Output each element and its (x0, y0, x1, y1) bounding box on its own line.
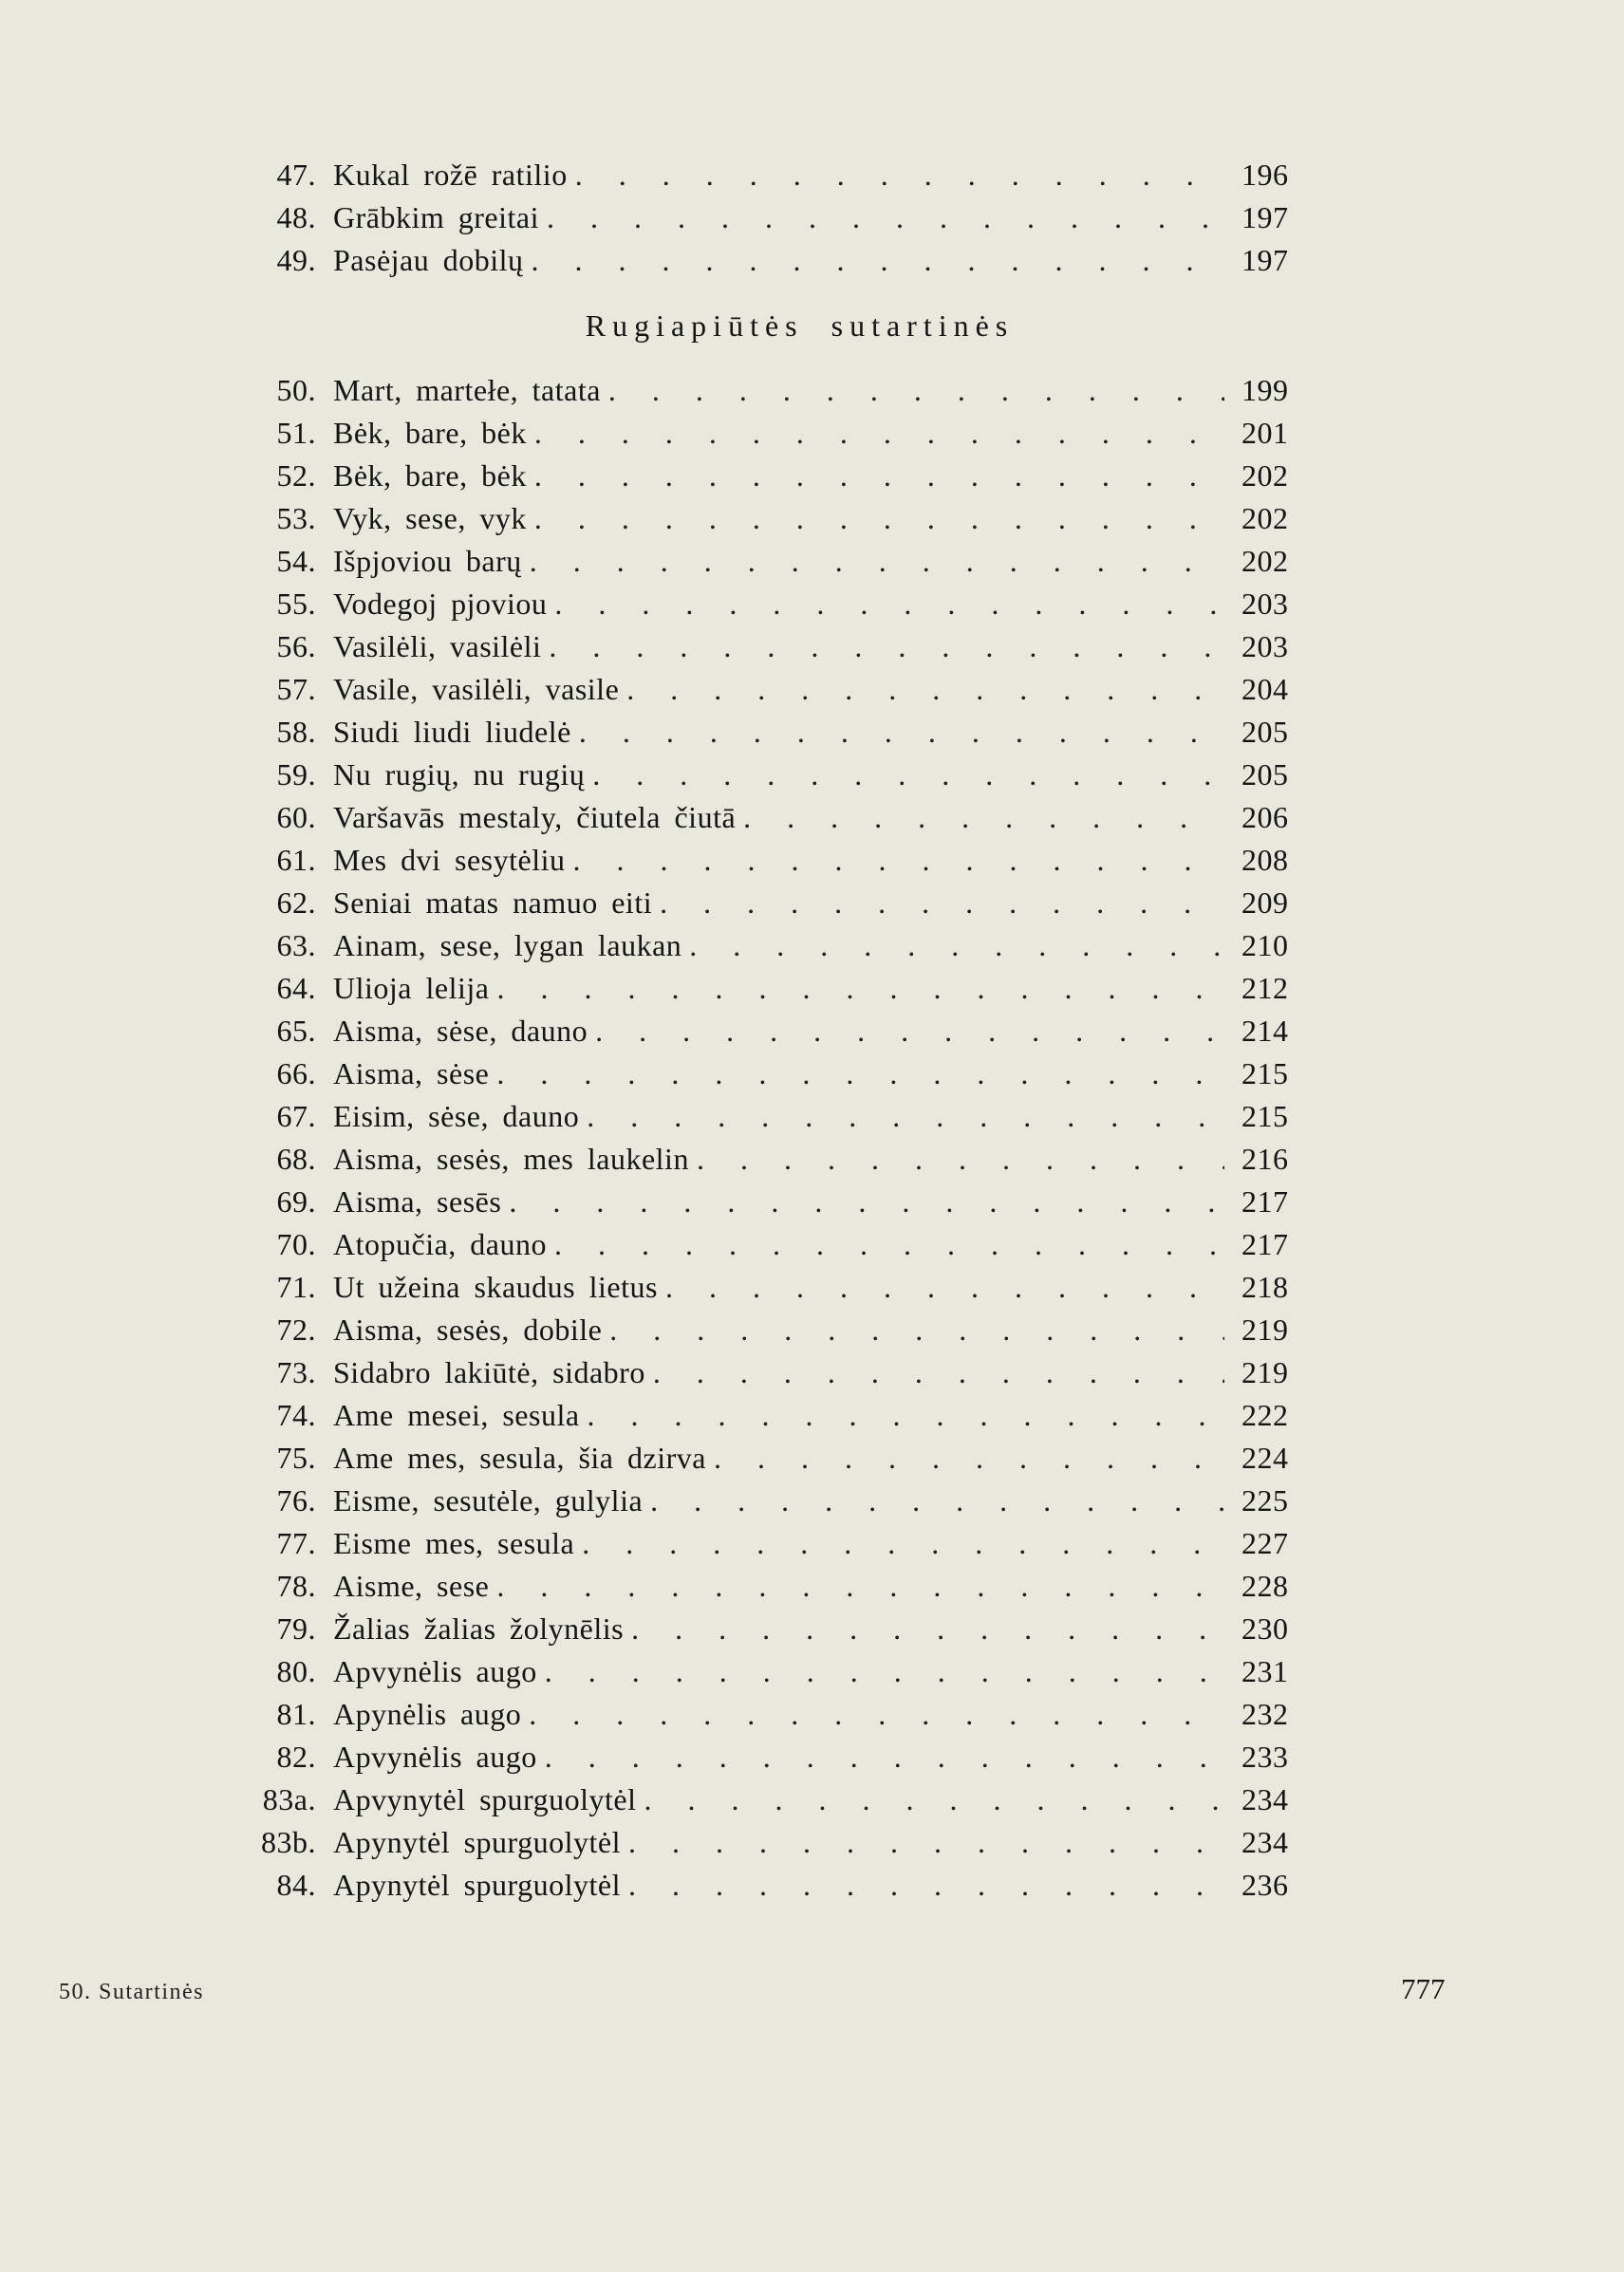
entry-title: Aisma, sesės, dobile (333, 1313, 603, 1347)
entry-page: 232 (1241, 1697, 1289, 1731)
entry-number: 68. (276, 1142, 316, 1176)
entry-page: 230 (1241, 1611, 1289, 1646)
entry-title: Eisme mes, sesula (333, 1526, 575, 1560)
entry-number: 67. (276, 1099, 316, 1133)
entry-number: 63. (276, 928, 316, 962)
page-number: 777 (1401, 1972, 1446, 2005)
toc-entry (242, 154, 1300, 196)
dot-leader (547, 196, 1224, 239)
entry-page: 201 (1241, 416, 1289, 450)
toc-entry (242, 1480, 1300, 1522)
dot-leader (588, 1394, 1224, 1437)
entry-title: Vasile, vasilėli, vasile (333, 672, 620, 706)
dot-leader (592, 754, 1224, 796)
toc-entry (242, 1736, 1300, 1778)
entry-page: 215 (1241, 1099, 1289, 1133)
entry-number: 59. (276, 757, 316, 791)
entry-page: 218 (1241, 1270, 1289, 1304)
entry-number: 53. (276, 501, 316, 535)
entry-title: Apvynėlis augo (333, 1740, 537, 1774)
entry-page: 231 (1241, 1654, 1289, 1688)
entry-number: 60. (276, 800, 316, 834)
toc-entry (242, 1693, 1300, 1736)
entry-title: Aisma, sesės, mes laukelin (333, 1142, 689, 1176)
entry-title: Ame mesei, sesula (333, 1398, 580, 1432)
entry-page: 202 (1241, 458, 1289, 493)
dot-leader (587, 1095, 1224, 1138)
dot-leader (595, 1010, 1224, 1052)
toc-entry (242, 1437, 1300, 1480)
entry-number: 48. (276, 200, 316, 234)
toc-entry (242, 1052, 1300, 1095)
toc-entry (242, 882, 1300, 924)
entry-number: 62. (276, 885, 316, 920)
entry-title: Ame mes, sesula, šia dzirva (333, 1441, 706, 1475)
entry-number: 76. (276, 1483, 316, 1518)
toc-list-main (242, 369, 1300, 1907)
entry-title: Apynytėl spurguolytėl (333, 1868, 621, 1902)
dot-leader (626, 668, 1224, 711)
dot-leader (609, 1309, 1224, 1351)
entry-page: 205 (1241, 757, 1289, 791)
entry-page: 233 (1241, 1740, 1289, 1774)
toc-entry (242, 1821, 1300, 1864)
dot-leader (534, 497, 1224, 540)
toc-entry (242, 796, 1300, 839)
entry-title: Pasėjau dobilų (333, 243, 524, 277)
toc-entry (242, 1138, 1300, 1181)
entry-number: 75. (276, 1441, 316, 1475)
dot-leader (697, 1138, 1224, 1181)
toc-entry (242, 1864, 1300, 1907)
toc-entry (242, 924, 1300, 967)
dot-leader (582, 1522, 1224, 1565)
entry-title: Vyk, sese, vyk (333, 501, 527, 535)
entry-number: 78. (276, 1569, 316, 1603)
entry-number: 49. (276, 243, 316, 277)
entry-title: Eisim, sėse, dauno (333, 1099, 580, 1133)
entry-number: 74. (276, 1398, 316, 1432)
dot-leader (496, 967, 1224, 1010)
entry-page: 206 (1241, 800, 1289, 834)
dot-leader (665, 1266, 1224, 1309)
toc-entry (242, 239, 1300, 282)
entry-number: 64. (276, 971, 316, 1005)
toc-entry (242, 1650, 1300, 1693)
entry-title: Sidabro lakiūtė, sidabro (333, 1355, 645, 1389)
entry-page: 219 (1241, 1313, 1289, 1347)
entry-title: Apynėlis augo (333, 1697, 522, 1731)
entry-page: 203 (1241, 587, 1289, 621)
toc-entry (242, 540, 1300, 583)
dot-leader (644, 1778, 1225, 1821)
entry-number: 56. (276, 629, 316, 663)
entry-title: Grābkim greitai (333, 200, 539, 234)
dot-leader (608, 369, 1224, 412)
dot-leader (496, 1052, 1224, 1095)
entry-number: 61. (276, 843, 316, 877)
entry-title: Siudi liudi liudelė (333, 715, 571, 749)
entry-page: 199 (1241, 373, 1289, 407)
entry-page: 202 (1241, 544, 1289, 578)
entry-page: 217 (1241, 1227, 1289, 1261)
toc-entry (242, 1608, 1300, 1650)
entry-number: 55. (276, 587, 316, 621)
entry-title: Išpjoviou barų (333, 544, 522, 578)
entry-title: Apvynytėl spurguolytėl (333, 1782, 637, 1816)
toc-entry (242, 1394, 1300, 1437)
entry-title: Ut užeina skaudus lietus (333, 1270, 658, 1304)
dot-leader (628, 1864, 1224, 1907)
toc-entry (242, 583, 1300, 625)
entry-page: 197 (1241, 243, 1289, 277)
toc-entry (242, 455, 1300, 497)
entry-number: 83b. (261, 1825, 316, 1859)
entry-page: 227 (1241, 1526, 1289, 1560)
entry-number: 80. (276, 1654, 316, 1688)
entry-page: 234 (1241, 1782, 1289, 1816)
dot-leader (545, 1650, 1224, 1693)
entry-number: 51. (276, 416, 316, 450)
dot-leader (714, 1437, 1224, 1480)
toc-entry (242, 1309, 1300, 1351)
table-of-contents (242, 154, 1300, 1907)
entry-page: 215 (1241, 1056, 1289, 1090)
toc-entry (242, 196, 1300, 239)
dot-leader (496, 1565, 1224, 1608)
entry-number: 71. (276, 1270, 316, 1304)
entry-title: Bėk, bare, bėk (333, 458, 527, 493)
dot-leader (534, 412, 1224, 455)
entry-page: 216 (1241, 1142, 1289, 1176)
entry-number: 72. (276, 1313, 316, 1347)
toc-entry (242, 668, 1300, 711)
dot-leader (554, 583, 1224, 625)
dot-leader (743, 796, 1224, 839)
entry-number: 84. (276, 1868, 316, 1902)
entry-number: 83a. (262, 1782, 316, 1816)
toc-entry (242, 1266, 1300, 1309)
entry-page: 203 (1241, 629, 1289, 663)
entry-title: Mes dvi sesytėliu (333, 843, 566, 877)
entry-title: Aisma, sėse (333, 1056, 490, 1090)
dot-leader (529, 1693, 1224, 1736)
dot-leader (579, 711, 1224, 754)
entry-number: 58. (276, 715, 316, 749)
toc-entry (242, 1522, 1300, 1565)
entry-title: Aisma, sesēs (333, 1184, 502, 1219)
entry-page: 222 (1241, 1398, 1289, 1432)
entry-title: Kukal rožē ratilio (333, 158, 568, 192)
entry-page: 224 (1241, 1441, 1289, 1475)
entry-page: 202 (1241, 501, 1289, 535)
entry-page: 205 (1241, 715, 1289, 749)
entry-number: 81. (276, 1697, 316, 1731)
toc-entry (242, 967, 1300, 1010)
entry-page: 225 (1241, 1483, 1289, 1518)
toc-entry (242, 1565, 1300, 1608)
entry-page: 214 (1241, 1014, 1289, 1048)
entry-number: 70. (276, 1227, 316, 1261)
entry-page: 209 (1241, 885, 1289, 920)
entry-title: Aisme, sese (333, 1569, 490, 1603)
entry-number: 66. (276, 1056, 316, 1090)
entry-page: 234 (1241, 1825, 1289, 1859)
printer-signature: 50. Sutartinės (59, 1980, 204, 2004)
dot-leader (549, 625, 1224, 668)
dot-leader (532, 239, 1224, 282)
entry-title: Atopučia, dauno (333, 1227, 547, 1261)
toc-entry (242, 412, 1300, 455)
entry-title: Nu rugių, nu rugių (333, 757, 586, 791)
entry-number: 50. (276, 373, 316, 407)
dot-leader (545, 1736, 1224, 1778)
toc-entry (242, 754, 1300, 796)
toc-entry (242, 711, 1300, 754)
toc-entry (242, 1351, 1300, 1394)
entry-page: 196 (1241, 158, 1289, 192)
dot-leader (534, 455, 1224, 497)
entry-page: 212 (1241, 971, 1289, 1005)
entry-title: Vodegoj pjoviou (333, 587, 548, 621)
entry-page: 228 (1241, 1569, 1289, 1603)
entry-page: 219 (1241, 1355, 1289, 1389)
entry-title: Eisme, sesutėle, gulylia (333, 1483, 644, 1518)
toc-entry (242, 1095, 1300, 1138)
entry-page: 208 (1241, 843, 1289, 877)
entry-number: 52. (276, 458, 316, 493)
dot-leader (575, 154, 1224, 196)
dot-leader (628, 1821, 1224, 1864)
entry-title: Apvynėlis augo (333, 1654, 537, 1688)
entry-number: 73. (276, 1355, 316, 1389)
entry-page: 217 (1241, 1184, 1289, 1219)
toc-list-top (242, 154, 1300, 282)
dot-leader (554, 1223, 1224, 1266)
entry-number: 54. (276, 544, 316, 578)
entry-title: Mart, martełe, tatata (333, 373, 601, 407)
dot-leader (650, 1480, 1224, 1522)
toc-entry (242, 1778, 1300, 1821)
toc-entry (242, 369, 1300, 412)
entry-number: 47. (276, 158, 316, 192)
entry-page: 236 (1241, 1868, 1289, 1902)
dot-leader (509, 1181, 1224, 1223)
entry-number: 57. (276, 672, 316, 706)
entry-title: Ainam, sese, lygan laukan (333, 928, 682, 962)
entry-title: Apynytėl spurguolytėl (333, 1825, 621, 1859)
toc-entry (242, 1010, 1300, 1052)
entry-title: Žalias žalias žolynēlis (333, 1611, 625, 1646)
toc-entry (242, 1181, 1300, 1223)
dot-leader (653, 1351, 1224, 1394)
entry-number: 65. (276, 1014, 316, 1048)
dot-leader (631, 1608, 1224, 1650)
entry-number: 82. (276, 1740, 316, 1774)
dot-leader (660, 882, 1224, 924)
entry-number: 69. (276, 1184, 316, 1219)
toc-entry (242, 1223, 1300, 1266)
toc-entry (242, 497, 1300, 540)
dot-leader (572, 839, 1224, 882)
section-heading: Rugiapiūtės sutartinės (585, 307, 1015, 343)
entry-number: 77. (276, 1526, 316, 1560)
entry-title: Seniai matas namuo eiti (333, 885, 653, 920)
dot-leader (530, 540, 1224, 583)
entry-title: Vasilėli, vasilėli (333, 629, 542, 663)
toc-entry (242, 839, 1300, 882)
entry-title: Varšavās mestaly, čiutela čiutā (333, 800, 737, 834)
entry-title: Ulioja lelija (333, 971, 490, 1005)
entry-page: 197 (1241, 200, 1289, 234)
entry-number: 79. (276, 1611, 316, 1646)
toc-entry (242, 625, 1300, 668)
entry-page: 204 (1241, 672, 1289, 706)
entry-title: Aisma, sėse, dauno (333, 1014, 588, 1048)
entry-page: 210 (1241, 928, 1289, 962)
entry-title: Bėk, bare, bėk (333, 416, 527, 450)
dot-leader (689, 924, 1224, 967)
